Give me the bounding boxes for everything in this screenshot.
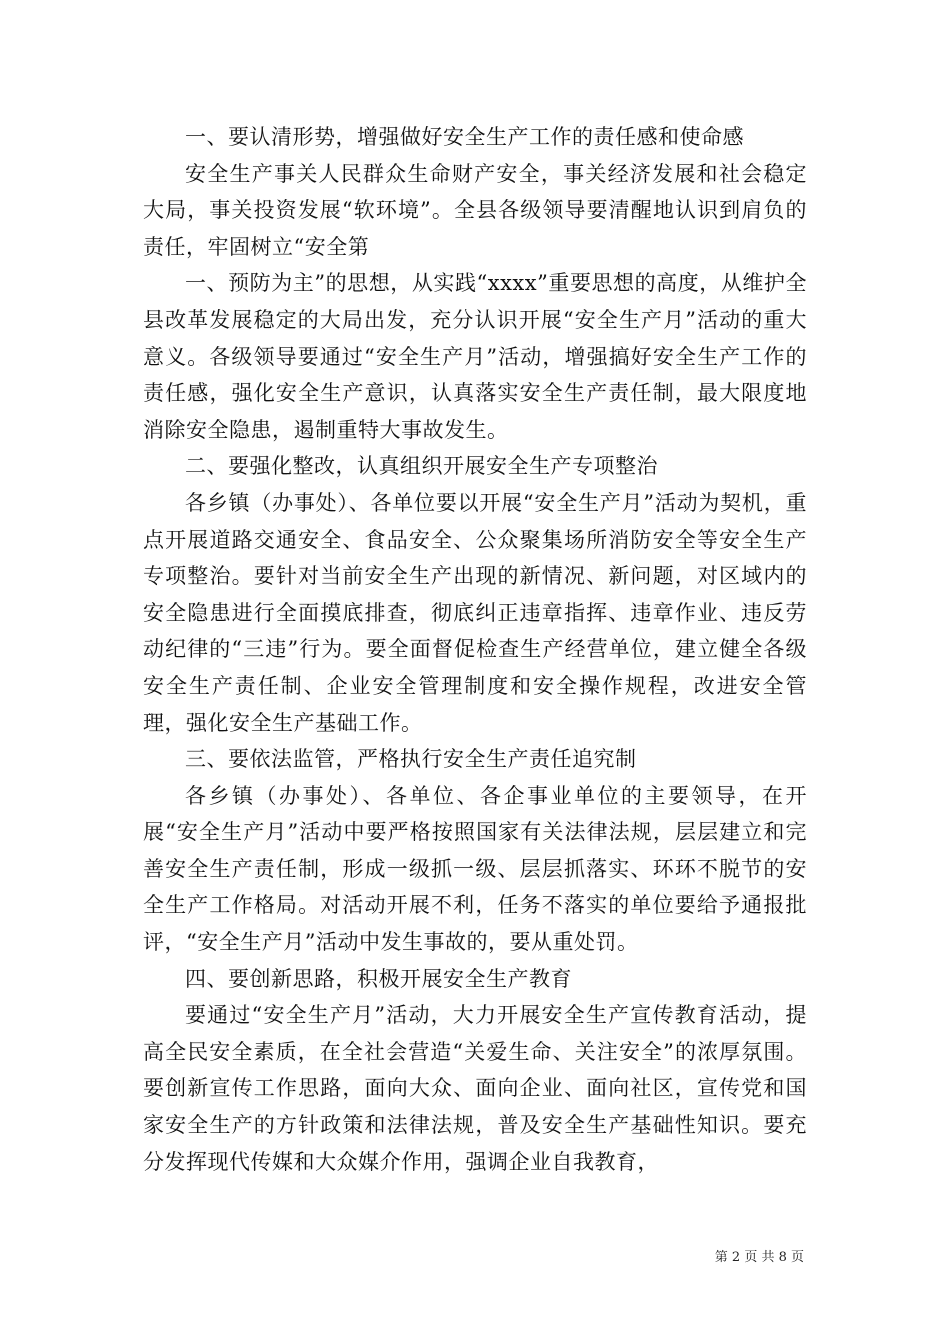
section-heading-2: 二、要强化整改，认真组织开展安全生产专项整治	[185, 454, 658, 479]
section-heading-1: 一、要认清形势，增强做好安全生产工作的责任感和使命感	[185, 125, 744, 149]
paragraph-2: 一、预防为主”的思想，从实践“xxxx”重要思想的高度，从维护全县改革发展稳定的大局出发，充分认识开展“安全生产月”活动的重大意义。各级领导要通过“安全生产月”活动，增强搞好安全生产工作的责任感，强化安全生产意识，认真落实安全生产责任制，最大限度地消除安全隐患，遏制重特大事故发生。	[143, 271, 807, 442]
paragraph-3: 各乡镇（办事处）、各单位要以开展“安全生产月”活动为契机，重点开展道路交通安全、食品安全、公众聚集场所消防安全等安全生产专项整治。要针对当前安全生产出现的新情况、新问题，对区域内的安全隐患进行全面摸底排查，彻底纠正违章指挥、违章作业、违反劳动纪律的“三违”行为。要全面督促检查生产经营单位，建立健全各级安全生产责任制、企业安全管理制度和安全操作规程，改进安全管理，强化安全生产基础工作。	[143, 490, 807, 735]
document-body	[143, 119, 807, 1180]
section-heading-3: 三、要依法监管，严格执行安全生产责任追究制	[185, 747, 637, 772]
paragraph-5: 要通过“安全生产月”活动，大力开展安全生产宣传教育活动，提高全民安全素质，在全社会营造“关爱生命、关注安全”的浓厚氛围。要创新宣传工作思路，面向大众、面向企业、面向社区，宣传党和国家安全生产的方针政策和法律法规，普及安全生产基础性知识。要充分发挥现代传媒和大众媒介作用，强调企业自我教育，	[143, 1003, 807, 1174]
section-heading-4: 四、要创新思路，积极开展安全生产教育	[185, 966, 572, 991]
paragraph-1: 安全生产事关人民群众生命财产安全，事关经济发展和社会稳定大局，事关投资发展“软环境”。全县各级领导要清醒地认识到肩负的责任，牢固树立“安全第	[143, 161, 807, 259]
paragraph-4: 各乡镇（办事处）、各单位、各企事业单位的主要领导，在开展“安全生产月”活动中要严格按照国家有关法律法规，层层建立和完善安全生产责任制，形成一级抓一级、层层抓落实、环环不脱节的安全生产工作格局。对活动开展不利，任务不落实的单位要给予通报批评，“安全生产月”活动中发生事故的，要从重处罚。	[143, 783, 807, 955]
page-number-footer: 第 2 页 共 8 页	[714, 1250, 804, 1265]
